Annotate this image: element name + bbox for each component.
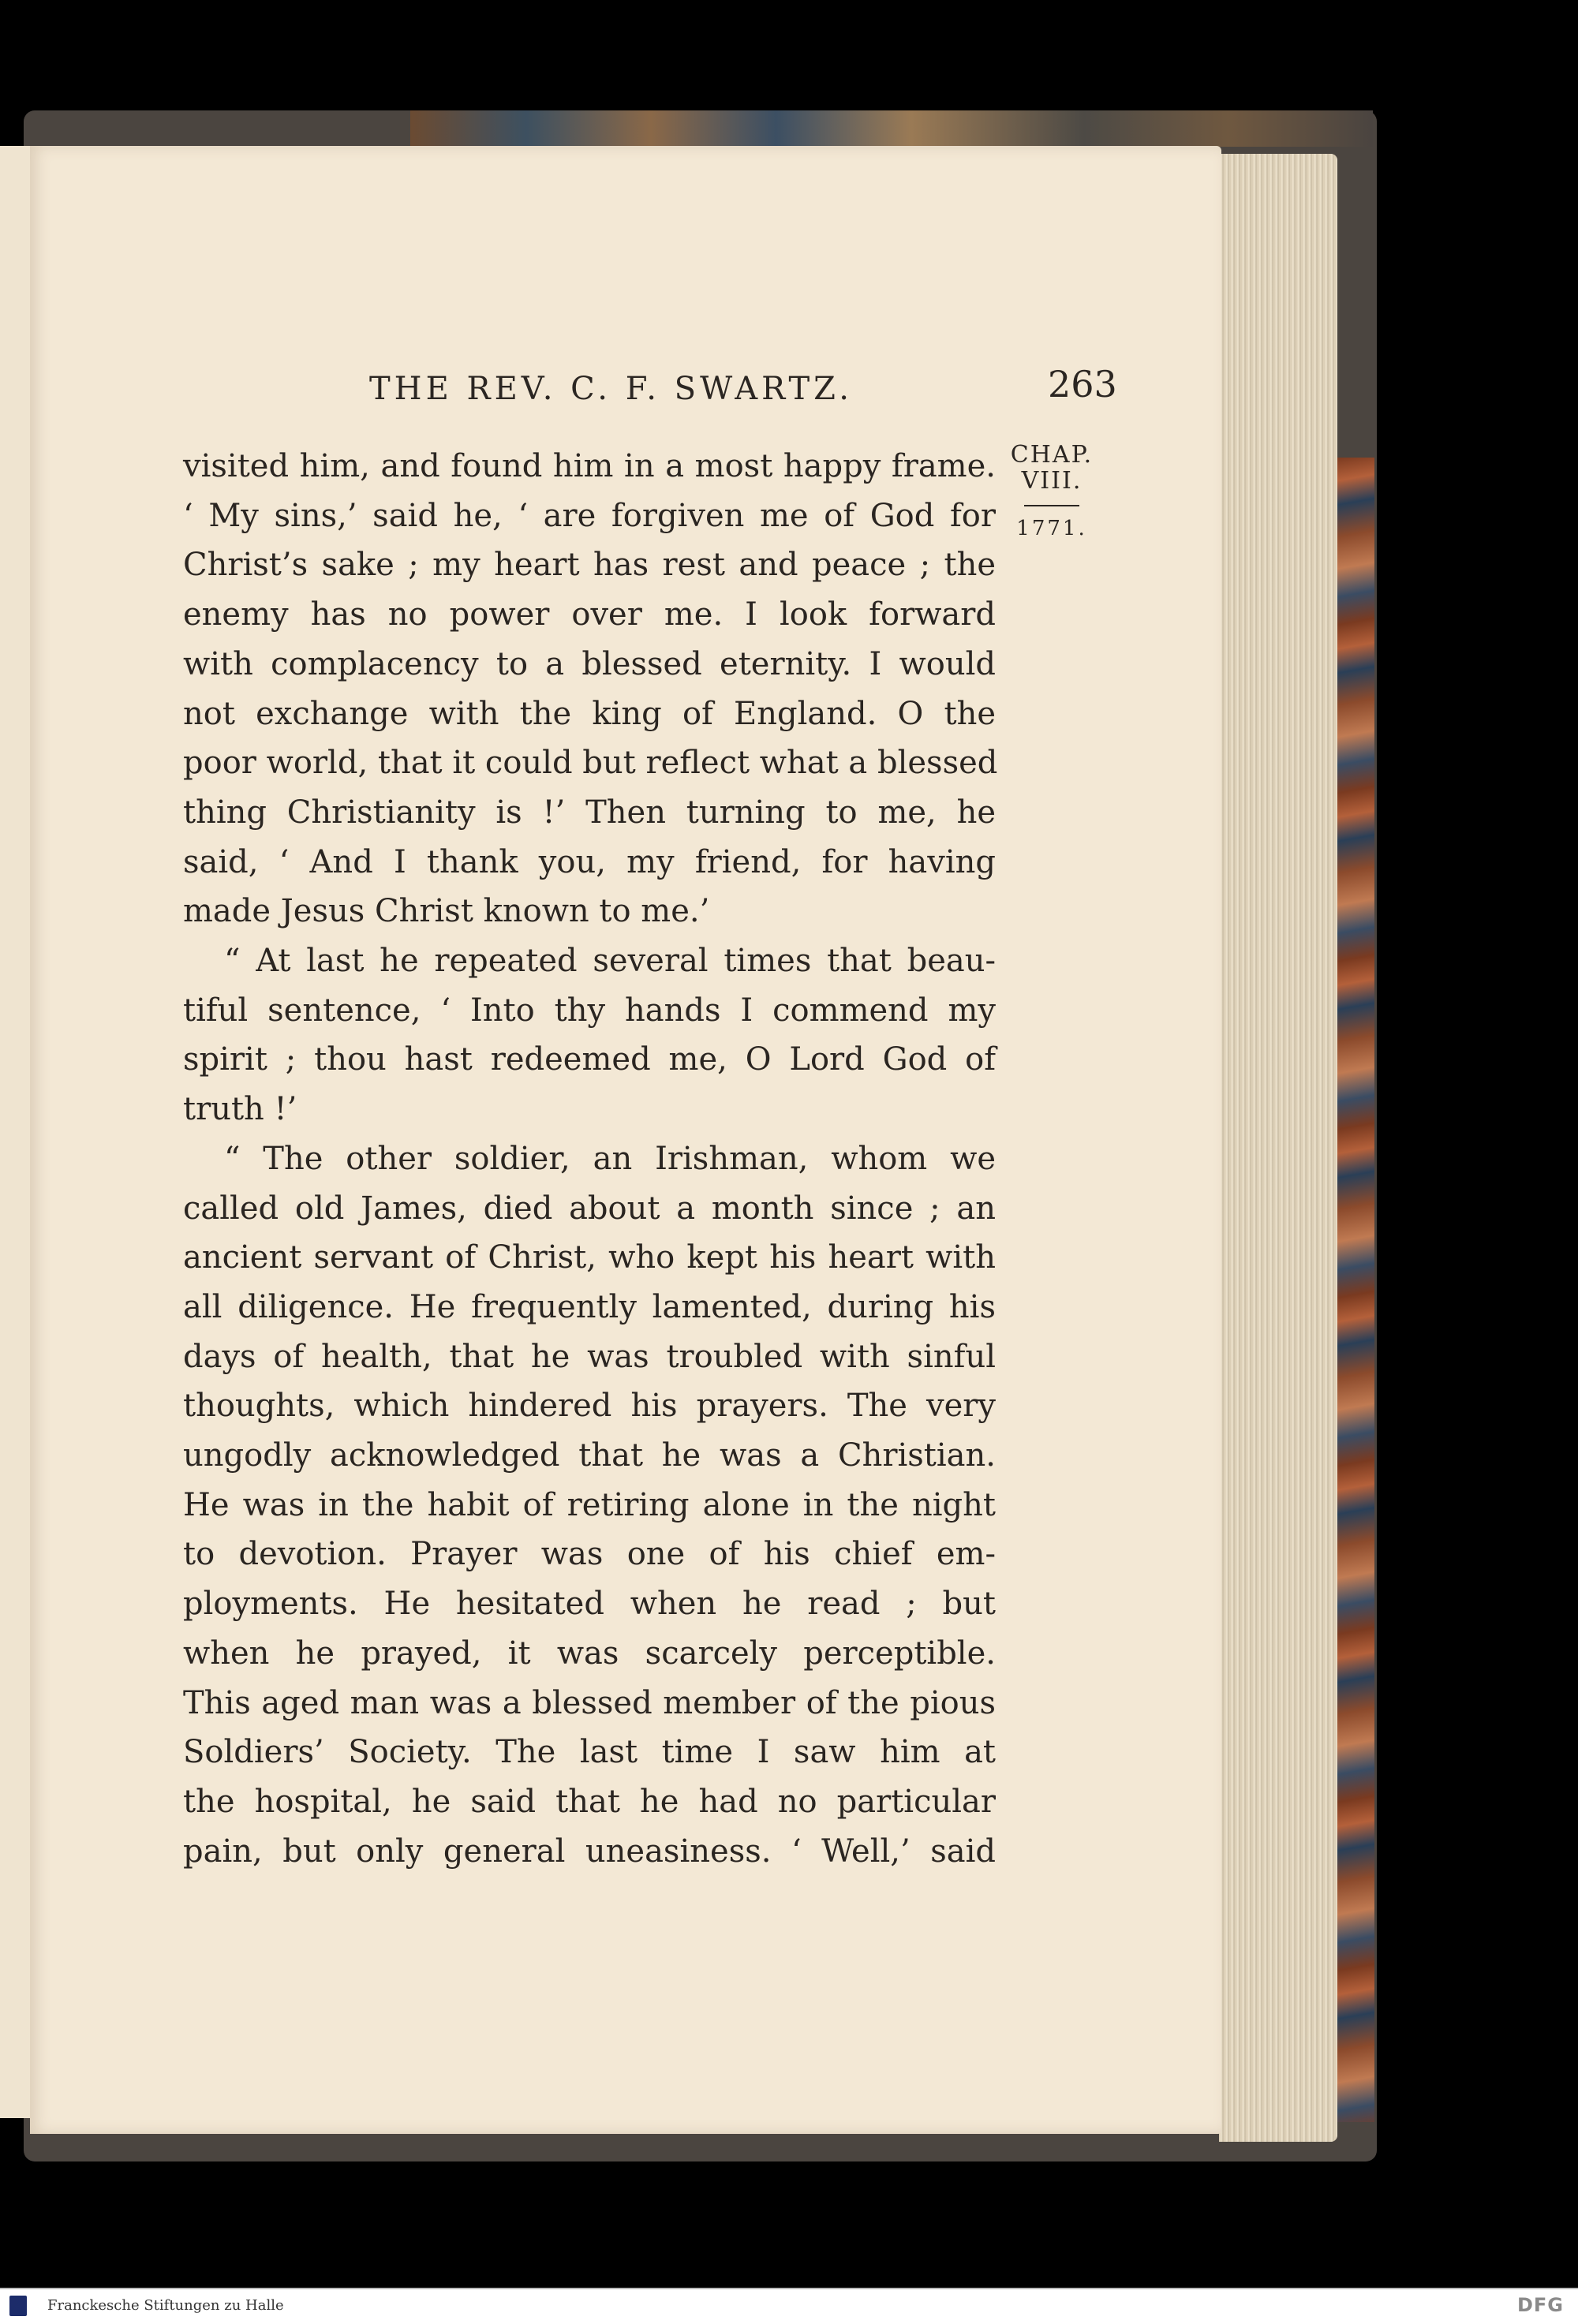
text-line: “ The other soldier, an Irishman, whom we [224,1140,996,1177]
margin-note-chap: CHAP. [1010,441,1094,469]
funder-logo: DFG [1516,2294,1564,2316]
text-line: made Jesus Christ known to me.’ [183,893,710,930]
viewer-footer [0,2288,1578,2324]
text-line: Soldiers’ Society. The last time I saw him at [183,1734,996,1771]
page-number: 263 [1048,363,1117,405]
institution-name: Franckesche Stiftungen zu Halle [47,2297,284,2314]
page-fore-edges [1219,154,1337,2142]
paragraph-1 [183,442,996,936]
text-line: called old James, died about a month since ; an [183,1190,996,1227]
text-line: thoughts, which hindered his prayers. The very [183,1388,996,1425]
body-text [183,442,996,1876]
text-line: ungodly acknowledged that he was a Christian. [183,1437,996,1474]
text-line: He was in the habit of retiring alone in the night [183,1486,996,1523]
text-line: thing Christianity is !’ Then turning to me, he [183,794,996,831]
margin-note-rule [1024,505,1079,506]
text-line: ancient servant of Christ, who kept his heart with [183,1239,996,1276]
text-line: when he prayed, it was scarcely perceptible. [183,1635,996,1672]
text-line: the hospital, he said that he had no particular [183,1783,996,1820]
text-line: ‘ My sins,’ said he, ‘ are forgiven me of God for [183,497,996,534]
text-line: not exchange with the king of England. O the [183,695,996,732]
institution-logo-icon [9,2296,27,2316]
margin-note-year: 1771. [1016,517,1087,540]
text-line: days of health, that he was troubled with sinful [183,1338,996,1375]
cover-marbled-edge-right [1333,458,1374,2122]
text-line: “ At last he repeated several times that beau- [224,943,996,980]
paragraph-2 [183,936,996,1134]
text-line: to devotion. Prayer was one of his chief em- [183,1536,996,1573]
cover-marbled-edge-top [410,110,1373,147]
text-line: visited him, and found him in a most happy frame. [183,448,996,484]
running-head: THE REV. C. F. SWARTZ. [369,371,853,407]
text-line: pain, but only general uneasiness. ‘ Well,’ said [183,1833,996,1870]
text-line: said, ‘ And I thank you, my friend, for having [183,843,996,880]
text-line: all diligence. He frequently lamented, during his [183,1288,996,1325]
paragraph-3 [183,1134,996,1877]
facing-page-edge [0,146,30,2118]
text-line: with complacency to a blessed eternity. I would [183,645,996,682]
margin-note [1000,442,1103,540]
text-line: ployments. He hesitated when he read ; but [183,1586,996,1623]
text-line: poor world, that it could but reflect what a blessed [183,745,998,782]
text-line: This aged man was a blessed member of the pious [183,1684,996,1721]
text-line: enemy has no power over me. I look forward [183,596,996,633]
text-line: truth !’ [183,1091,297,1128]
margin-note-chapter-number: VIII. [1021,467,1083,495]
text-line: Christ’s sake ; my heart has rest and peace ; the [183,547,996,584]
text-line: spirit ; thou hast redeemed me, O Lord God of [183,1041,996,1078]
text-line: tiful sentence, ‘ Into thy hands I commend my [183,992,996,1029]
